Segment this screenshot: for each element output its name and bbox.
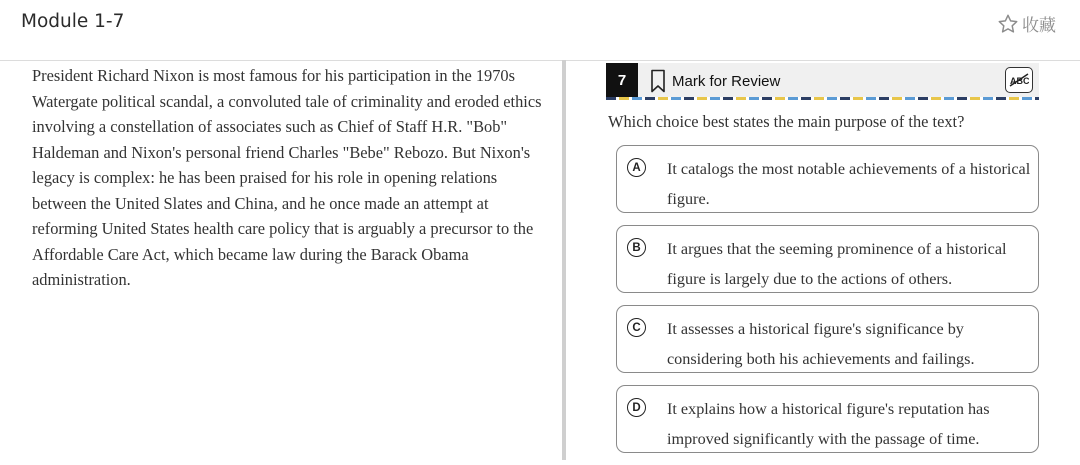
pane-divider[interactable] (562, 60, 566, 460)
choice-text-c: It assesses a historical figure's significance by considering both his achievements and failings. (667, 320, 975, 368)
choice-text-b: It argues that the seeming prominence of a historical figure is largely due to the actions of others. (667, 240, 1007, 288)
choice-text-d: It explains how a historical figure's reputation has improved significantly with the passage of time. (667, 400, 990, 448)
choice-letter-a: A (627, 158, 646, 177)
choice-d[interactable] (616, 385, 1039, 453)
choice-letter-d: D (627, 398, 646, 417)
question-prompt: Which choice best states the main purpose of the text? (608, 112, 965, 131)
choice-text-a: It catalogs the most notable achievements of a historical figure. (667, 160, 1031, 208)
module-title: Module 1-7 (21, 11, 125, 32)
choice-a[interactable] (616, 145, 1039, 213)
favorite-label: 收藏 (1022, 16, 1056, 36)
choice-c[interactable] (616, 305, 1039, 373)
passage-text: President Richard Nixon is most famous for his participation in the 1970s Watergate political scandal, a convoluted tale of criminality and eroded ethics involving a constellation of associates such as Chief of Staff H.R. "Bob" Haldeman and Nixon's personal friend Charles "Bebe" Rebozo. But Nixon's legacy is complex: he has been praised for his role in opening relations between the United Slates and China, and he once made an attempt at reforming United States health care policy that is arguably a precursor to the Affordable Care Act, which became law during the Barack Obama administration. (32, 66, 542, 289)
header-dashed-rule (606, 97, 1039, 100)
favorite-button[interactable] (997, 11, 1056, 36)
abc-strikethrough-button[interactable] (1005, 67, 1033, 93)
bookmark-icon (650, 69, 666, 93)
question-number: 7 (606, 63, 638, 97)
choice-letter-b: B (627, 238, 646, 257)
abc-strikethrough-icon (1009, 73, 1029, 87)
question-header (606, 63, 1039, 97)
choice-b[interactable] (616, 225, 1039, 293)
choice-letter-c: C (627, 318, 646, 337)
mark-for-review-label: Mark for Review (672, 72, 781, 90)
star-icon (997, 13, 1019, 35)
top-bar (0, 0, 1080, 61)
svg-text:ABC: ABC (1010, 76, 1029, 86)
mark-for-review-button[interactable] (650, 68, 780, 94)
